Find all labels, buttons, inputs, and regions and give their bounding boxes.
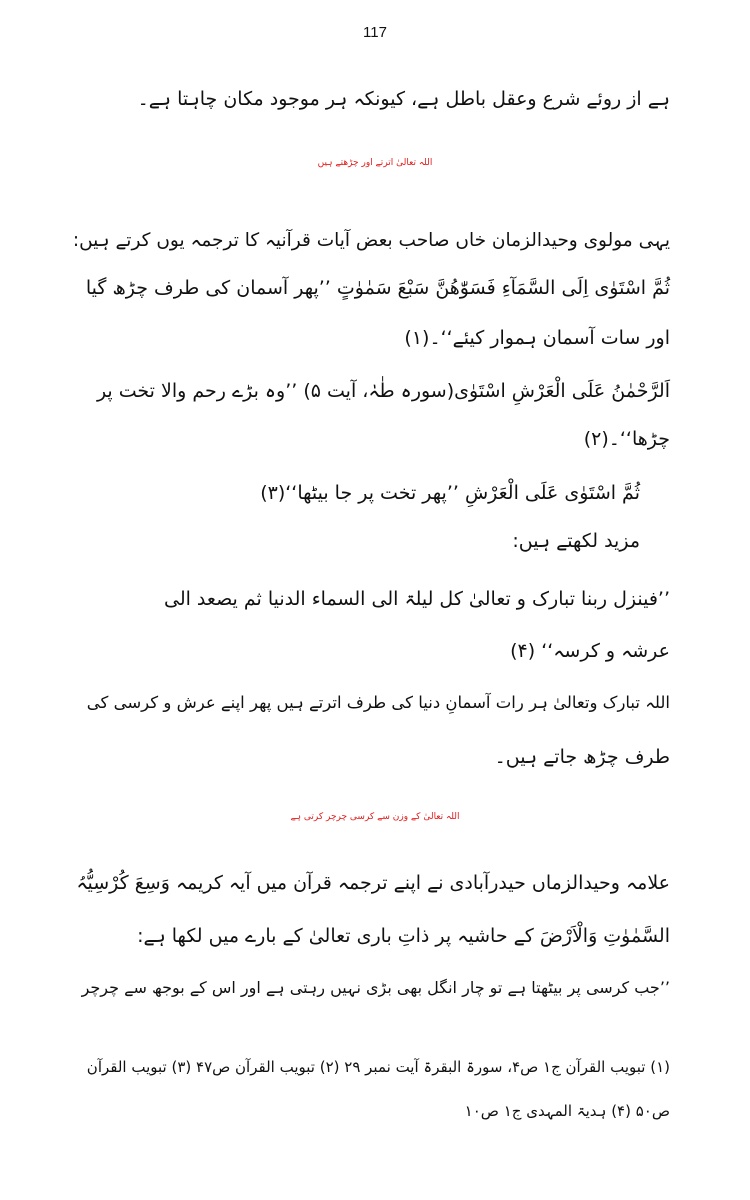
arabic-quote-line: ’’فینزل ربنا تبارک و تعالیٰ کل لیلۃ الی السماء الدنیا ثم یصعد الی [163, 588, 670, 610]
quran-verse-line: ثُمَّ اسْتَوٰی اِلَی السَّمَآءِ فَسَوّٰھُنَّ سَبْعَ سَمٰوٰتٍ ’’پھر آسمان کی طرف چڑھ گیا [85, 277, 670, 299]
page-number: 117 [363, 24, 387, 41]
footnote-line: ص۵۰ (۴) ہدیۃ المہدی ج۱ ص۱۰ [464, 1102, 670, 1120]
paragraph-line: چڑھا‘‘۔(۲) [583, 428, 670, 450]
section-heading-2: اللہ تعالیٰ کے وزن سے کرسی چرچر کرتی ہے [290, 812, 460, 822]
paragraph-line: طرف چڑھ جاتے ہیں۔ [494, 746, 670, 768]
arabic-quote-line: عرشہ و کرسہ‘‘ (۴) [510, 640, 670, 662]
intro-line: ہے از روئے شرع وعقل باطل ہے، کیونکہ ہر موجود مکان چاہتا ہے۔ [137, 88, 670, 110]
paragraph-line: اور سات آسمان ہموار کیئے‘‘۔(۱) [404, 327, 670, 349]
quran-verse-line: اَلرَّحْمٰنُ عَلَی الْعَرْشِ اسْتَوٰی(سورہ طٰہٰ، آیت ۵) ’’وہ بڑے رحم والا تخت پر [96, 380, 670, 402]
paragraph-line: ’’جب کرسی پر بیٹھتا ہے تو چار انگل بھی بڑی نہیں رہتی ہے اور اس کے بوجھ سے چرچر [81, 978, 670, 997]
paragraph-line: السَّمٰوٰتِ وَالْاَرْضَ کے حاشیہ پر ذاتِ باری تعالیٰ کے بارے میں لکھا ہے: [137, 925, 670, 947]
footnote-line: (۱) تبویب القرآن ج۱ ص۴، سورۃ البقرۃ آیت نمبر ۲۹ (۲) تبویب القرآن ص۴۷ (۳) تبویب القرآن [86, 1058, 670, 1076]
paragraph-line: اللہ تبارک وتعالیٰ ہر رات آسمانِ دنیا کی طرف اترتے ہیں پھر اپنے عرش و کرسی کی [86, 693, 670, 712]
section-heading-1: اللہ تعالیٰ اترتے اور چڑھتے ہیں [317, 158, 433, 168]
paragraph-line: یہی مولوی وحیدالزمان خاں صاحب بعض آیات قرآنیہ کا ترجمہ یوں کرتے ہیں: [72, 230, 670, 251]
quran-verse-line: ثُمَّ اسْتَوٰی عَلَی الْعَرْشِ ’’پھر تخت پر جا بیٹھا‘‘(۳) [260, 482, 640, 504]
paragraph-line: علامہ وحیدالزماں حیدرآبادی نے اپنے ترجمہ قرآن میں آیہ کریمہ وَسِعَ کُرْسِیُّہُ [76, 872, 670, 894]
paragraph-line: مزید لکھتے ہیں: [512, 530, 640, 552]
